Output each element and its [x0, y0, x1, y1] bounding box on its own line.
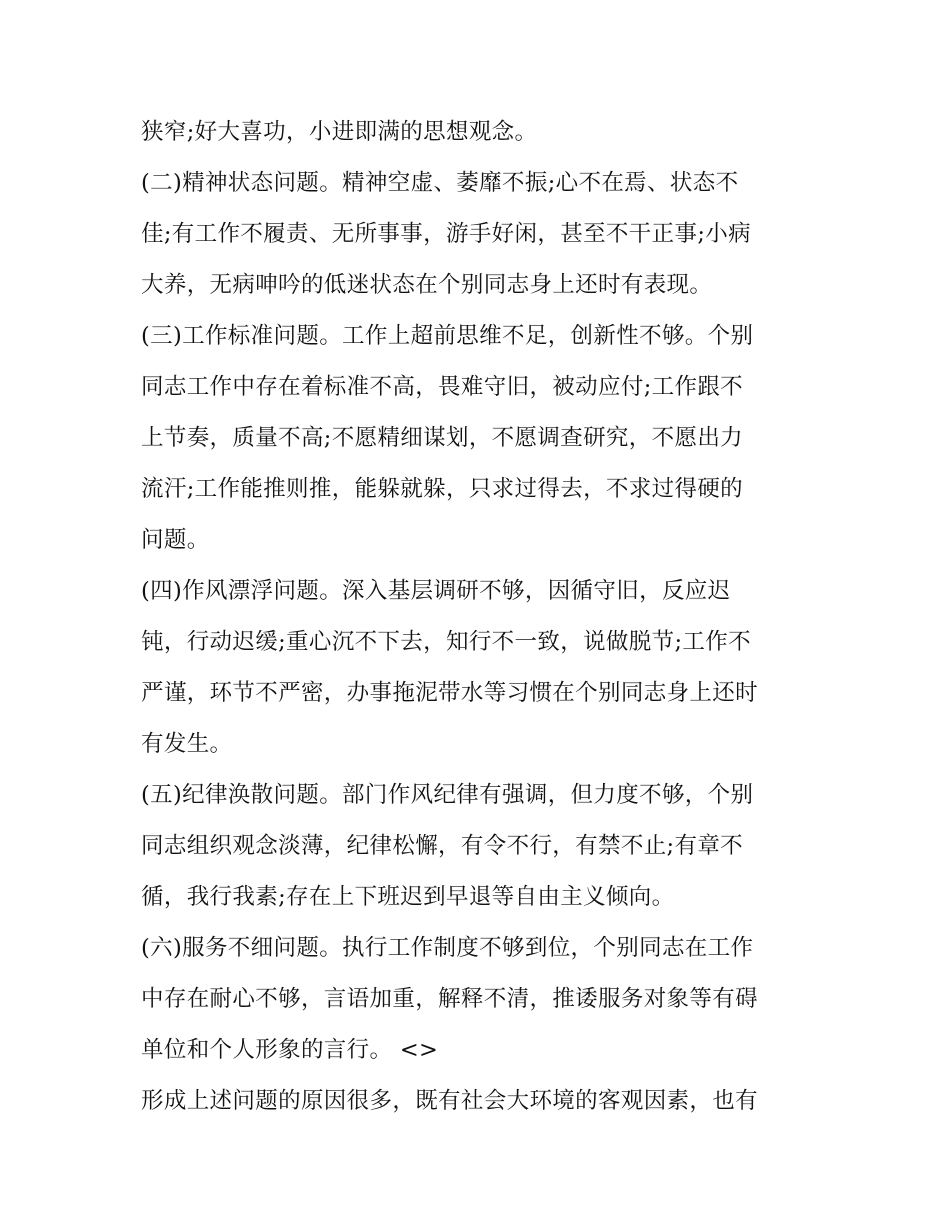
text-line: (二)精神状态问题。精神空虚、萎靡不振;心不在焉、状态不	[141, 170, 739, 196]
text-line: (五)纪律涣散问题。部门作风纪律有强调，但力度不够，个别	[141, 782, 754, 808]
text-line: 中存在耐心不够，言语加重，解释不清，推诿服务对象等有碍	[141, 986, 758, 1012]
text-line: (六)服务不细问题。执行工作制度不够到位，个别同志在工作	[141, 935, 754, 961]
text-line: 佳;有工作不履责、无所事事，游手好闲，甚至不干正事;小病	[141, 221, 751, 247]
text-line: 问题。	[141, 527, 210, 553]
text-line: 单位和个人形象的言行。 <>	[141, 1037, 439, 1063]
text-line: 狭窄;好大喜功，小进即满的思想观念。	[141, 119, 538, 145]
text-line: 上节奏，质量不高;不愿精细谋划，不愿调查研究，不愿出力	[141, 425, 744, 451]
text-line: 循，我行我素;存在上下班迟到早退等自由主义倾向。	[141, 884, 675, 910]
text-line: 钝，行动迟缓;重心沉不下去，知行不一致，说做脱节;工作不	[141, 629, 751, 655]
text-line: 流汗;工作能推则推，能躲就躲，只求过得去，不求过得硬的	[141, 476, 744, 502]
text-line: 同志组织观念淡薄，纪律松懈，有令不行，有禁不止;有章不	[141, 833, 744, 859]
text-line: 形成上述问题的原因很多，既有社会大环境的客观因素，也有	[141, 1088, 758, 1114]
text-line: (三)工作标准问题。工作上超前思维不足，创新性不够。个别	[141, 323, 754, 349]
text-line: (四)作风漂浮问题。深入基层调研不够，因循守旧，反应迟	[141, 578, 731, 604]
document-body	[141, 107, 821, 1127]
text-line: 大养，无病呻吟的低迷状态在个别同志身上还时有表现。	[141, 272, 713, 298]
text-line: 同志工作中存在着标准不高，畏难守旧，被动应付;工作跟不	[141, 374, 744, 400]
text-line: 有发生。	[141, 731, 233, 757]
text-line: 严谨，环节不严密，办事拖泥带水等习惯在个别同志身上还时	[141, 680, 758, 706]
